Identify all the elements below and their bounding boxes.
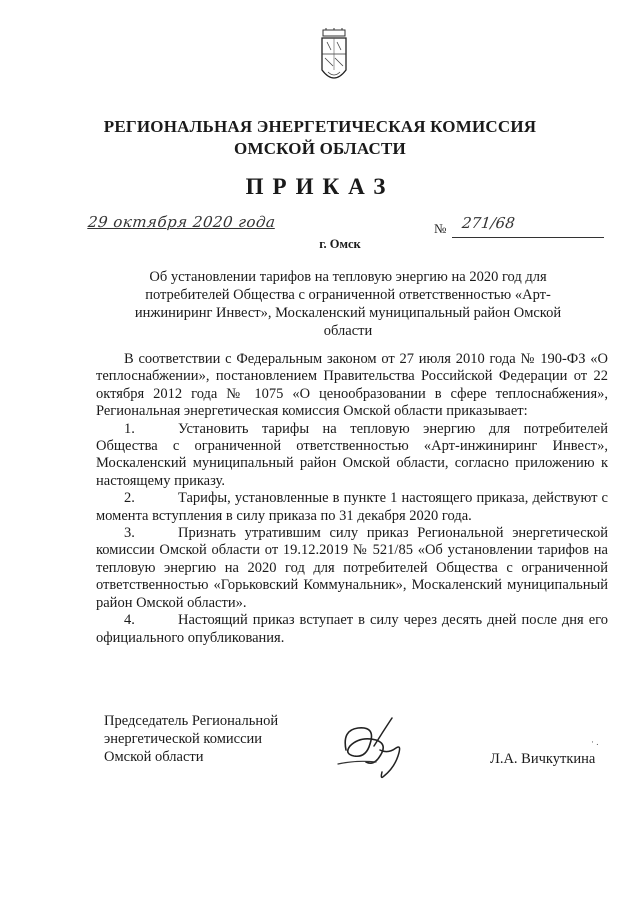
organization-name-line2: ОМСКОЙ ОБЛАСТИ: [234, 139, 406, 158]
item-number: 3.: [124, 525, 135, 542]
item-number: 1.: [124, 420, 135, 437]
order-item-3: [96, 525, 608, 612]
order-item-2: [96, 490, 608, 525]
item-number: 4.: [124, 612, 135, 629]
item-number: 2.: [124, 490, 135, 507]
order-preamble: В соответствии с Федеральным законом от 27 июля 2010 года № 190-ФЗ «О теплоснабжении», постановлением Правительства Российской Федерации от 22 октября 2012 года № 1075 «О ценообразовании в сфере теплоснабжения», Региональная энергетическая комиссия Омской области приказывает:: [96, 351, 608, 420]
order-number: 271/68: [461, 214, 516, 232]
signatory-name: Л.А. Вичкуткина: [490, 751, 596, 767]
order-city: г. Омск: [319, 237, 361, 251]
scan-mark: · .: [591, 737, 599, 747]
signatory-position-line2: энергетической комиссии: [104, 731, 263, 747]
order-number-label: №: [434, 221, 447, 236]
order-item-1: [96, 421, 608, 491]
coat-of-arms-icon: [319, 28, 349, 88]
order-item-4: [96, 612, 608, 647]
order-body: [96, 351, 608, 647]
document-title: ПРИКАЗ: [245, 174, 395, 199]
item-text: Установить тарифы на тепловую энергию для потребителей Общества с ограниченной ответственностью «Арт-инжиниринг Инвест», Москаленский муниципальный район Омской области, согласно приложению к настоящему приказу.: [96, 420, 608, 489]
order-date: 29 октября 2020 года: [87, 213, 277, 231]
item-text: Тарифы, установленные в пункте 1 настоящего приказа, действуют с момента вступления в силу приказа по 31 декабря 2020 года.: [96, 490, 608, 524]
signatory-position-line3: Омской области: [104, 749, 204, 765]
organization-name-line1: РЕГИОНАЛЬНАЯ ЭНЕРГЕТИЧЕСКАЯ КОМИССИЯ: [103, 117, 537, 136]
signatory-position-line1: Председатель Региональной: [104, 713, 279, 729]
order-subject: Об установлении тарифов на тепловую энергию на 2020 год для потребителей Общества с ограниченной ответственностью «Арт-инжиниринг Инвест», Москаленский муниципальный район Омской области: [134, 269, 562, 339]
signatory-position: [104, 712, 278, 766]
handwritten-signature-icon: [336, 710, 418, 786]
item-text: Настоящий приказ вступает в силу через десять дней после дня его официального опубликования.: [96, 612, 608, 646]
item-text: Признать утратившим силу приказ Региональной энергетической комиссии Омской области от 19.12.2019 № 521/85 «Об установлении тарифов на тепловую энергию на 2020 год для потребителей Общества с ограниченной ответственностью «Горьковский Коммунальник», Москаленский муниципальный район Омской области».: [96, 525, 608, 611]
